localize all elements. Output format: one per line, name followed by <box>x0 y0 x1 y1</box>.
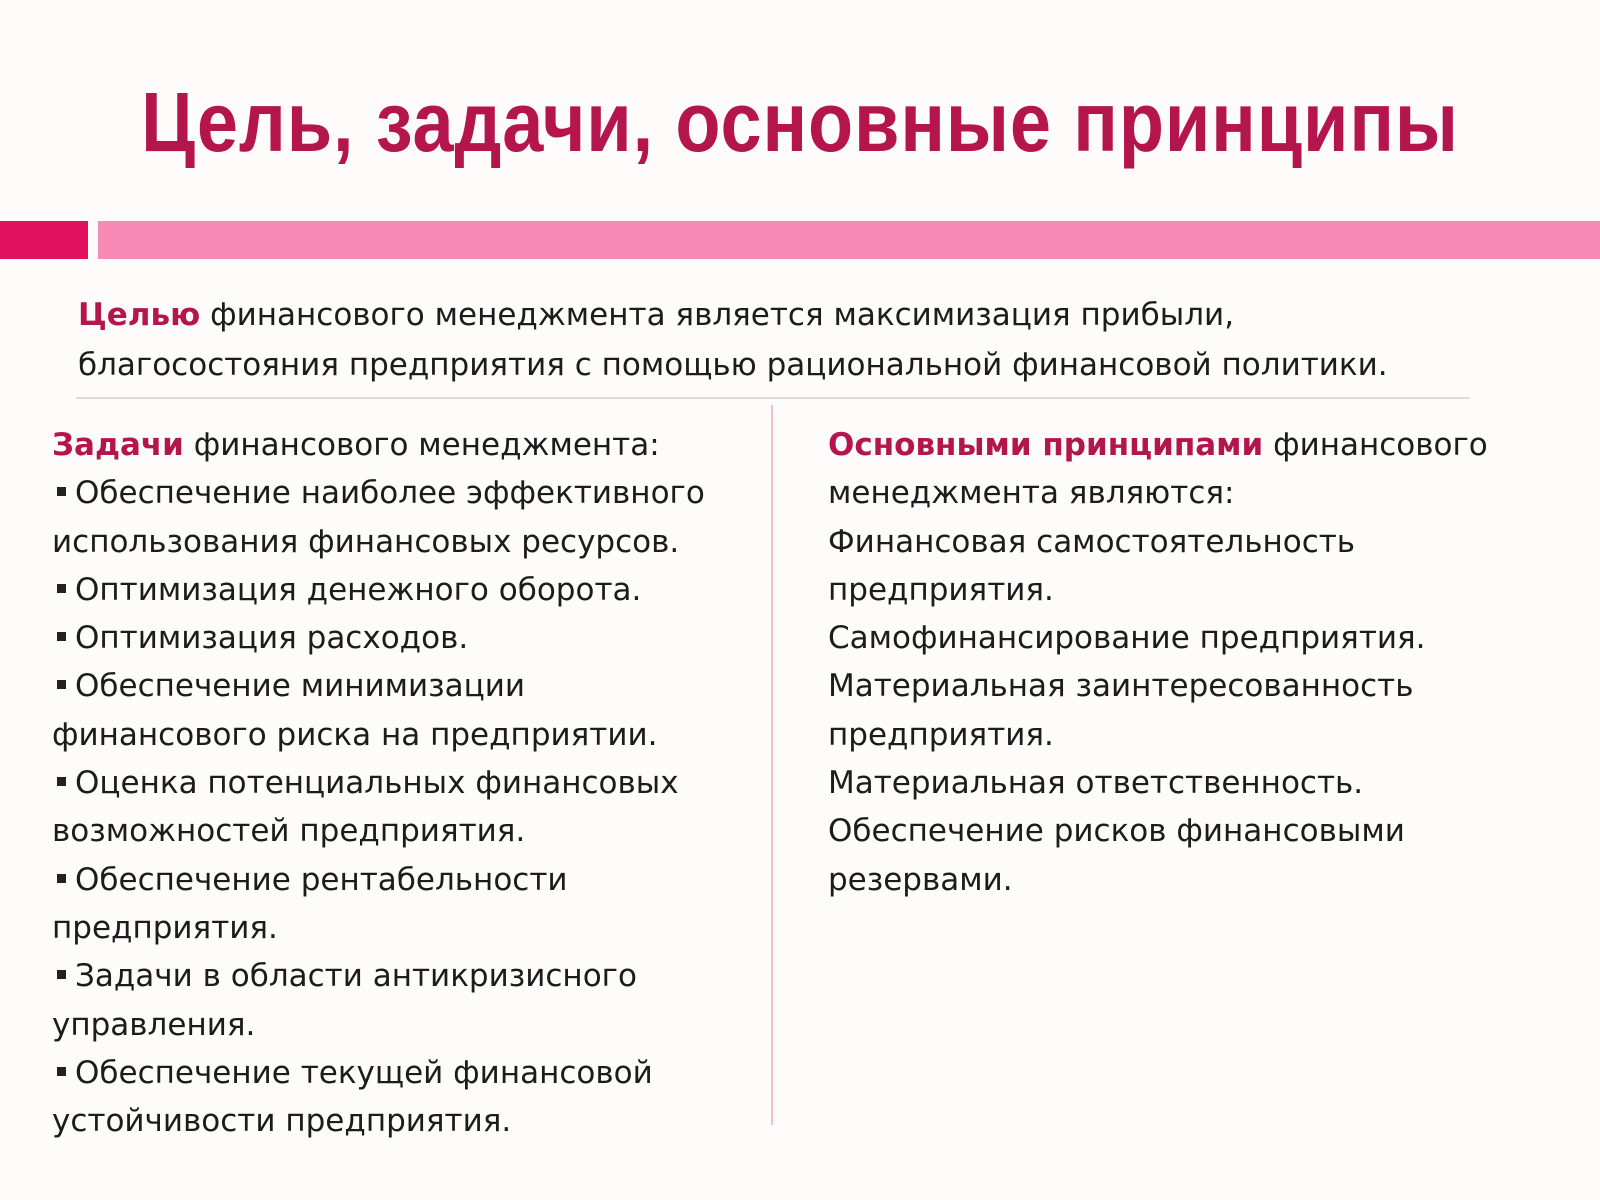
principles-list <box>828 469 1568 904</box>
task-line-text: Оптимизация денежного оборота. <box>75 571 642 608</box>
tasks-keyword: Задачи <box>52 427 184 463</box>
task-line <box>52 952 762 1000</box>
square-bullet-icon <box>57 680 66 689</box>
square-bullet-icon <box>57 584 66 593</box>
task-line-text: Обеспечение текущей финансовой <box>75 1054 653 1091</box>
task-line <box>52 711 762 759</box>
task-line <box>52 759 762 807</box>
task-line <box>52 904 762 952</box>
principles-heading-text: финансового <box>1263 427 1488 463</box>
principle-line: Самофинансирование предприятия. <box>828 620 1426 657</box>
task-line-text: Оценка потенциальных финансовых <box>75 765 679 802</box>
task-line-text: использования финансовых ресурсов. <box>52 523 680 560</box>
principle-line: предприятия. <box>828 716 1054 753</box>
task-line <box>52 518 762 566</box>
accent-bar-long <box>98 221 1600 259</box>
principles-heading <box>828 421 1568 469</box>
slide-title: Цель, задачи, основные принципы <box>141 75 1459 169</box>
task-line <box>52 807 762 855</box>
goal-line-1 <box>78 290 1498 340</box>
principle-line: Финансовая самостоятельность <box>828 523 1356 560</box>
task-line-text: Оптимизация расходов. <box>75 620 469 657</box>
task-line <box>52 1001 762 1049</box>
tasks-heading <box>52 421 762 469</box>
goal-line-2: благосостояния предприятия с помощью рациональной финансовой политики. <box>78 347 1388 383</box>
goal-line-1-text: финансового менеджмента является максимизация прибыли, <box>200 297 1235 333</box>
task-line <box>52 662 762 710</box>
task-line <box>52 469 762 517</box>
task-line-text: Обеспечение рентабельности <box>75 861 568 898</box>
task-line <box>52 1049 762 1097</box>
tasks-column <box>52 421 762 1145</box>
task-line-text: финансового риска на предприятии. <box>52 716 658 753</box>
square-bullet-icon <box>57 777 66 786</box>
square-bullet-icon <box>57 874 66 883</box>
principles-column <box>828 421 1568 904</box>
tasks-heading-text: финансового менеджмента: <box>183 427 660 463</box>
task-line-text: возможностей предприятия. <box>52 813 526 850</box>
task-line <box>52 856 762 904</box>
principles-keyword: Основными принципами <box>828 427 1264 463</box>
task-line-text: устойчивости предприятия. <box>52 1103 512 1140</box>
task-line-text: управления. <box>52 1006 256 1043</box>
square-bullet-icon <box>57 487 66 496</box>
principle-line: Материальная ответственность. <box>828 765 1364 802</box>
task-line <box>52 566 762 614</box>
goal-paragraph <box>78 290 1498 390</box>
task-line-text: предприятия. <box>52 909 278 946</box>
principle-line: менеджмента являются: <box>828 475 1235 512</box>
task-line <box>52 614 762 662</box>
task-line-text: Обеспечение минимизации <box>75 668 526 705</box>
square-bullet-icon <box>57 1067 66 1076</box>
square-bullet-icon <box>57 632 66 641</box>
principle-line: Материальная заинтересованность <box>828 668 1414 705</box>
vertical-divider <box>771 405 773 1125</box>
principle-line: предприятия. <box>828 571 1054 608</box>
horizontal-divider <box>76 397 1470 399</box>
tasks-list <box>52 469 762 1145</box>
principle-line: Обеспечение рисков финансовыми <box>828 813 1405 850</box>
square-bullet-icon <box>57 970 66 979</box>
goal-keyword: Целью <box>78 297 201 333</box>
task-line-text: Обеспечение наиболее эффективного <box>75 475 705 512</box>
accent-bar-short <box>0 221 88 259</box>
principle-line: резервами. <box>828 861 1013 898</box>
task-line-text: Задачи в области антикризисного <box>75 958 637 995</box>
task-line <box>52 1097 762 1145</box>
